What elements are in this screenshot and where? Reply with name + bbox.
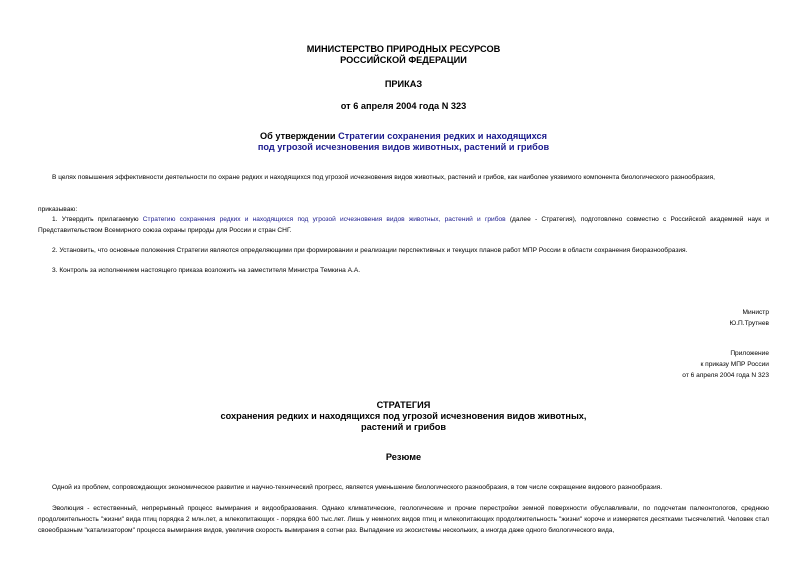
signature-title: Министр [742, 309, 769, 316]
appendix-block [469, 348, 769, 381]
appendix-line-3: от 6 апреля 2004 года N 323 [682, 372, 769, 379]
signature-name: Ю.П.Трутнев [729, 320, 769, 327]
doc-date [38, 101, 769, 112]
strategy-subtitle-line-2: растений и грибов [360, 422, 447, 432]
ministry-line-2: РОССИЙСКОЙ ФЕДЕРАЦИИ [340, 55, 467, 65]
order-item-3: 3. Контроль за исполнением настоящего приказа возложить на заместителя Министра Темкина А.А. [52, 267, 361, 274]
section-heading [38, 452, 769, 463]
strategy-link-part-2[interactable]: под угрозой исчезновения видов животных, растений и грибов [257, 142, 550, 152]
order-item-2: 2. Установить, что основные положения Стратегии являются определяющими при формировании и реализации перспективных и текущих планов работ МПР России в области сохранения биоразнообразия. [52, 247, 688, 254]
order-word: приказываю: [38, 206, 78, 213]
strategy-paragraph-2: Эволюция - естественный, непрерывный процесс вымирания и видообразования. Однако климатические, геологические и прочие перестройки земной поверхности обуславливали, по подсчетам палеонтологов, среднюю продолжительность "жизни" вида птиц порядка 2 млн.лет, а млекопитающих - порядка 600 тыс.лет. Лишь у немногих видов птиц и млекопитающих продолжительность "жизни" короче и измеряется десятками тысячелетий. Человек стал своеобразным "катализатором" процесса вымирания видов, увеличив скорость вымирания в сотни раз. Выпадение из экосистемы нескольких, а иногда даже одного биологического вида, [38, 505, 769, 534]
strategy-paragraph-1: Одной из проблем, сопровождающих экономическое развитие и научно-технический прогресс, является уменьшение биологического разнообразия, в том числе сокращение видового разнообразия. [52, 484, 663, 491]
appendix-line-1: Приложение [730, 350, 769, 357]
strategy-subtitle-line-1: сохранения редких и находящихся под угрозой исчезновения видов животных, [220, 411, 587, 421]
strategy-title: СТРАТЕГИЯ [376, 400, 431, 410]
section-title: Резюме [385, 452, 422, 462]
item1-prefix: 1. Утвердить прилагаемую [52, 216, 143, 223]
signature-block [469, 307, 769, 329]
ministry-heading [38, 44, 769, 66]
intro-paragraph: В целях повышения эффективности деятельности по охране редких и находящихся под угрозой исчезновения видов животных, растений и грибов, как наиболее уязвимого компонента биологического разнообразия, [52, 174, 715, 181]
ministry-line-1: МИНИСТЕРСТВО ПРИРОДНЫХ РЕСУРСОВ [306, 44, 501, 54]
doc-type [38, 79, 769, 90]
document-page [38, 0, 769, 571]
doc-type-label: ПРИКАЗ [384, 79, 423, 89]
strategy-link-part-1[interactable]: Стратегии сохранения редких и находящихся [338, 131, 547, 141]
order-item-1 [38, 214, 769, 236]
item1-suffix: (далее - Стратегия), подготовлено совместно с Российской академией наук и Представительством Всемирного союза охраны природы для России и стран СНГ. [38, 216, 769, 234]
strategy-inline-link[interactable]: Стратегию сохранения редких и находящихся под угрозой исчезновения видов животных, растений и грибов [142, 216, 506, 223]
doc-date-label: от 6 апреля 2004 года N 323 [340, 101, 467, 111]
subject-line-1 [38, 131, 769, 142]
subject-prefix: Об утверждении [260, 131, 339, 141]
appendix-line-2: к приказу МПР России [700, 361, 769, 368]
doc-subject [38, 131, 769, 153]
strategy-heading [38, 400, 769, 433]
